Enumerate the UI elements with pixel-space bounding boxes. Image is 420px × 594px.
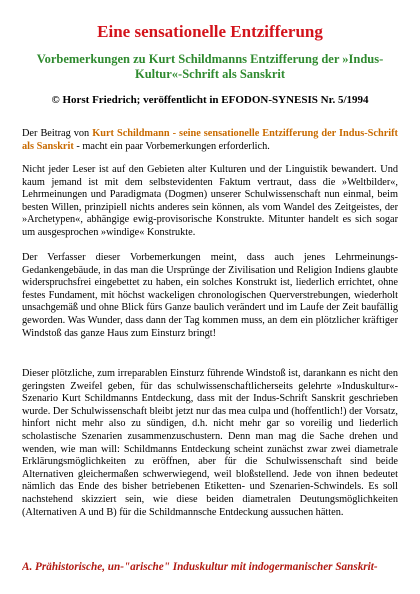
intro-text-start: Der Beitrag von	[22, 128, 93, 139]
document-subtitle: Vorbemerkungen zu Kurt Schildmanns Entzifferung der »Indus-Kultur«-Schrift als Sanskrit	[36, 52, 384, 81]
paragraph-3: Der Verfasser dieser Vorbemerkungen meint, dass auch jenes Lehrmeinungs-Gedankengebäude, in das man die Ursprünge der Zivilisation und Religion Indiens glaubte widerspruchsfrei eingebettet zu haben, ein solches Konstrukt ist, liederlich errichtet, ohne festes Fundament, mit höchst wackeligen chronologischen Querverstrebungen, wiederholt unsachgemäß und ohne Blick fürs Ganze baulich verändert und im Laufe der Zeit baufällig geworden. Was Wunder, dass dann der Tag kommen muss, an dem ein plötzlicher kräftiger Windstoß das ganze Haus zum Einsturz bringt!	[22, 252, 398, 339]
intro-paragraph	[22, 128, 398, 153]
intro-text-end: - macht ein paar Vorbemerkungen erforderlich.	[73, 140, 270, 152]
section-heading-a: A. Prähistorische, un-"arische" Induskultur mit indogermanischer Sanskrit-	[22, 561, 378, 573]
paragraph-2: Nicht jeder Leser ist auf den Gebieten alter Kulturen und der Linguistik bewandert. Und kaum jemand ist mit dem selbstevidenten Faktum vertraut, dass die »Weltbilder«, Lehrmeinungen und Paradigmata (Dogmen) unserer Schulwissenschaft nun einmal, beim besten Willen, prinzipiell nichts anderes sein können, als vom Wandel des Zeitgeistes, der »Archetypen«, abhängige ewig-provisorische Konstrukte. Mitunter handelt es sich sogar um ausgesprochen »windige« Konstrukte.	[22, 164, 398, 238]
paragraph-4: Dieser plötzliche, zum irreparablen Einsturz führende Windstoß ist, darankann es nicht den geringsten Zweifel geben, für das schulwissenschaftlicherseits gelehrte »Induskultur«-Szenario Kurt Schildmanns Entdeckung, dass mit der Indus-Schrift Sanskrit geschrieben wurde. Der Schulwissenschaft bleibt jetzt nur das mea culpa und (hoffentlich!) der Vorsatz, hinfort nicht mehr also zu sündigen, d.h. nicht mehr gar so voreilig und liederlich scholastische Szenarien zusammenzuschustern. Denn man mag die Sache drehen und wenden, wie man will: Schildmanns Entdeckung scheint zunächst zwar zwei diametrale Erklärungsmöglichkeiten zu eröffnen, aber für die Schulwissenschaft sind beide Alternativen gleichermaßen schwerwiegend, weil bloßstellend. Jede von ihnen bedeutet nämlich das Ende des bisher betriebenen Etiketten- und Szenarien-Schwindels. Es soll nachstehend skizziert sein, wie diese beiden diametralen Deutungsmöglichkeiten (Alternativen A und B) für die Schildmannsche Entdeckung aussuchen hätten.	[22, 368, 398, 518]
document-title: Eine sensationelle Entzifferung	[97, 22, 323, 41]
article-link[interactable]: Kurt Schildmann - seine sensationelle Entzifferung der Indus-Schrift als Sanskrit	[22, 128, 398, 152]
copyright-line: © Horst Friedrich; veröffentlicht in EFODON-SYNESIS Nr. 5/1994	[51, 94, 369, 106]
